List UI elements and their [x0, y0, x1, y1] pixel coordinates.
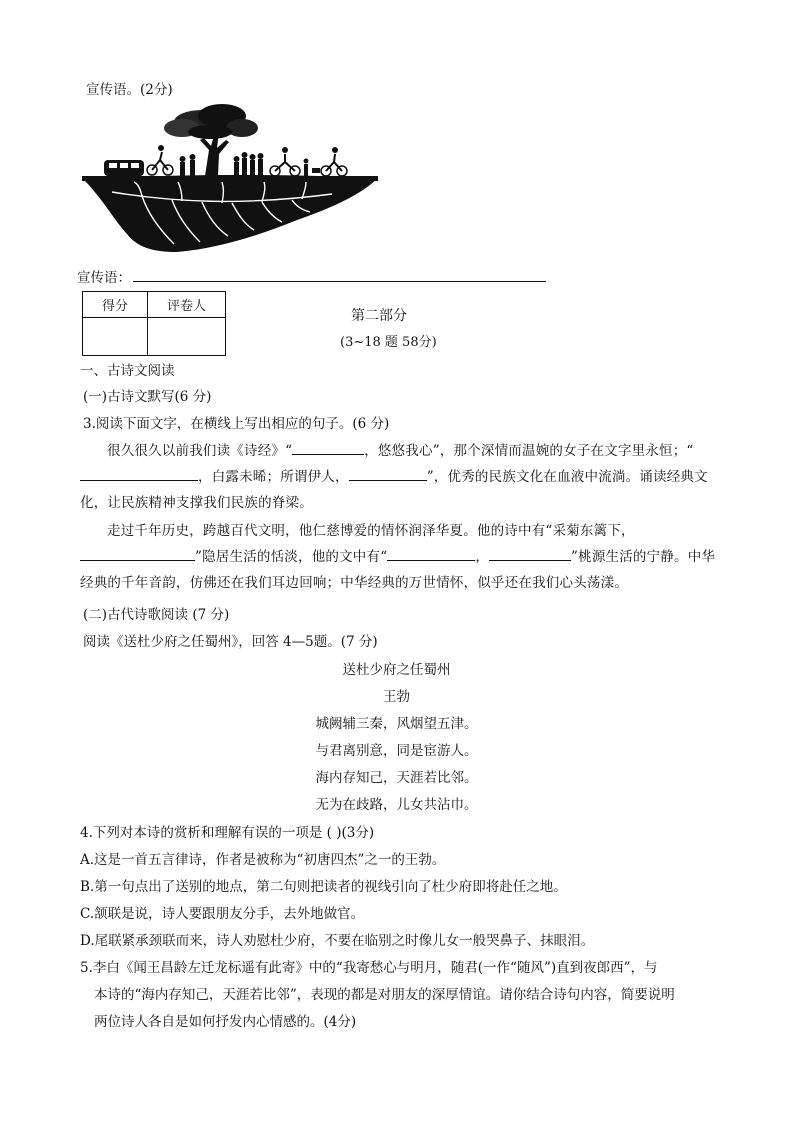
score-table [82, 291, 226, 356]
poem-line: 城阙辅三秦，风烟望五津。 [315, 716, 478, 732]
poem-author: 王勃 [383, 689, 410, 705]
score-cell [83, 318, 148, 356]
heading-dictation: (一)古诗文默写(6 分) [83, 389, 212, 405]
q3-text: 走过千年历史，跨越百代文明，他仁慈博爱的情怀润泽华夏。他的诗中有“采菊东篱下， [107, 523, 635, 539]
q3-text: 很久很久以前我们读《诗经》“ [107, 443, 293, 459]
option-b[interactable]: B.第一句点出了送别的地点，第二句则把读者的视线引向了杜少府即将赴任之地。 [80, 879, 567, 895]
poem-line: 海内存知己，天涯若比邻。 [315, 770, 478, 786]
question-4-stem: 4.下列对本诗的赏析和理解有误的一项是 ( )(3分) [80, 825, 375, 841]
option-d[interactable]: D.尾联紧承颈联而来，诗人劝慰杜少府，不要在临别之时像儿女一般哭鼻子、抹眼泪。 [80, 933, 595, 949]
slogan-label: 宣传语： [77, 270, 131, 286]
question-3-paragraph-1 [80, 438, 720, 516]
answer-blank[interactable] [489, 547, 571, 561]
leaf-island-illustration [82, 102, 382, 254]
q3-text: ，悠悠我心”，那个深情而温婉的女子在文字里永恒； [364, 443, 687, 459]
answer-blank[interactable] [80, 547, 195, 561]
leaf-shape [84, 175, 378, 252]
q3-text: ，白露未晞；所谓伊人， [198, 469, 349, 485]
slogan-answer-line [133, 281, 546, 282]
question-3-paragraph-2 [80, 518, 720, 596]
section-title: 第二部分 [351, 308, 407, 324]
section-subtitle: (3~18 题 58分) [340, 335, 437, 350]
score-header: 得分 [83, 292, 148, 318]
poetry-intro: 阅读《送杜少府之任蜀州》，回答 4—5题。(7 分) [83, 634, 378, 650]
option-c[interactable]: C.颔联是说，诗人要跟朋友分手，去外地做官。 [80, 906, 365, 922]
q3-text: ”隐居生活的恬淡，他的文中有“ [195, 549, 388, 565]
q3-text: ， [475, 549, 490, 565]
poem-line: 与君离别意，同是宦游人。 [315, 743, 478, 759]
answer-blank[interactable] [292, 441, 364, 455]
option-a[interactable]: A.这是一首五言律诗，作者是被称为“初唐四杰”之一的王勃。 [80, 852, 446, 868]
answer-blank[interactable] [349, 467, 427, 481]
question-5-line-2: 本诗的“海内存知己，天涯若比邻”，表现的都是对朋友的深厚情谊。请你结合诗句内容，简要说明 [94, 987, 675, 1003]
question-3-stem: 3.阅读下面文字，在横线上写出相应的句子。(6 分) [83, 416, 390, 432]
answer-blank[interactable] [387, 547, 475, 561]
answer-blank[interactable] [80, 467, 198, 481]
grader-header: 评卷人 [148, 292, 226, 318]
poem-line: 无为在歧路，儿女共沾巾。 [315, 797, 478, 813]
heading-poetry: (二)古代诗歌阅读 (7 分) [83, 607, 230, 623]
slogan-question-label: 宣传语。(2分) [86, 82, 173, 98]
question-5-line-1: 5.李白《闻王昌龄左迁龙标遥有此寄》中的“我寄愁心与明月，随君(一作“随风”)直到夜郎西”，与 [80, 960, 658, 976]
question-5-line-3: 两位诗人各自是如何抒发内心情感的。(4分) [94, 1014, 357, 1030]
grader-cell [148, 318, 226, 356]
q3-text: “ [686, 443, 694, 459]
poem-title: 送杜少府之任蜀州 [342, 662, 451, 678]
heading-ancient-reading: 一、古诗文阅读 [80, 363, 175, 379]
q3-text: ”，优秀的民族文化在血液中流淌。诵读经典文化，让民族精神支撑我们民族的脊梁。 [80, 469, 708, 511]
q3-text: ”桃源生活的宁静。中华经典的千年音韵，仿佛还在我们耳边回响；中华经典的万世情怀，似乎还在我们心头荡漾。 [80, 549, 716, 591]
